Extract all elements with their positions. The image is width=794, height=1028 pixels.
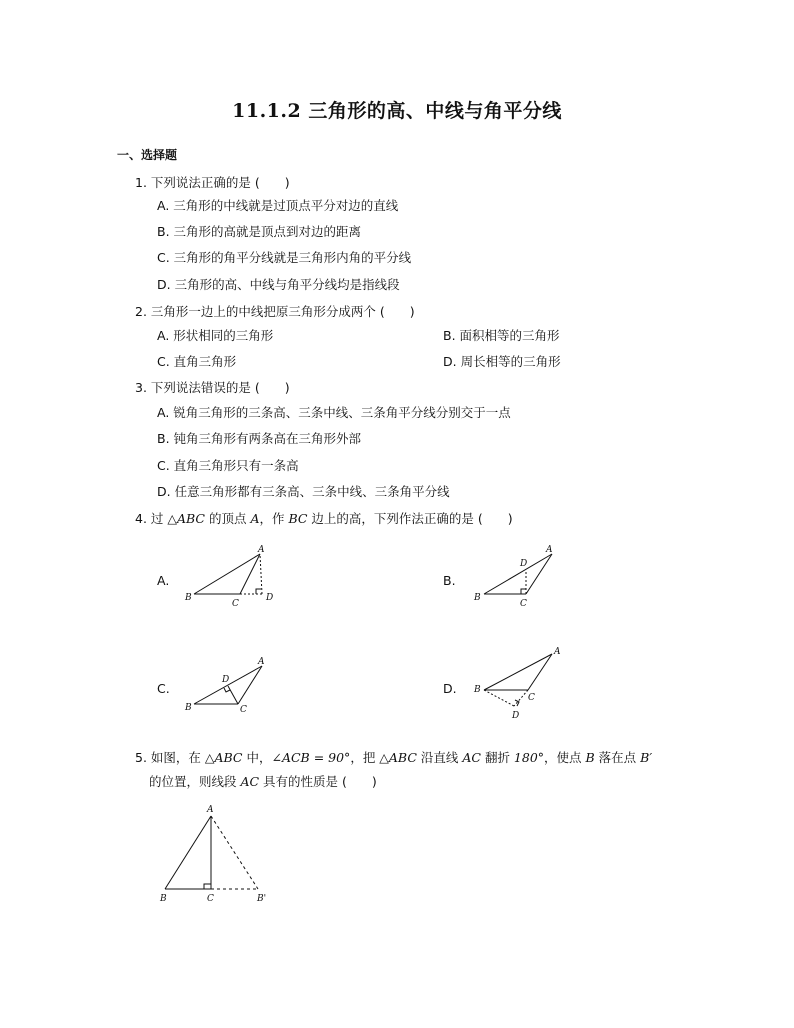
question-1-stem: 1. 下列说法正确的是 ( )	[135, 175, 290, 190]
q3-option-c[interactable]: C. 直角三角形只有一条高	[157, 458, 299, 473]
q4-figure-c[interactable]	[178, 650, 288, 722]
point-a-label: A	[554, 647, 561, 657]
q5-figure	[155, 800, 280, 910]
point-b-label: B	[160, 894, 167, 904]
question-2-stem: 2. 三角形一边上的中线把原三角形分成两个 ( )	[135, 304, 415, 319]
q3-option-a[interactable]: A. 锐角三角形的三条高、三条中线、三条角平分线分别交于一点	[157, 405, 511, 420]
q2-option-d[interactable]: D. 周长相等的三角形	[443, 354, 561, 369]
q2-option-a[interactable]: A. 形状相同的三角形	[157, 328, 274, 343]
point-a-label: A	[546, 545, 553, 555]
q3-option-d[interactable]: D. 任意三角形都有三条高、三条中线、三条角平分线	[157, 484, 450, 499]
q4-figure-a[interactable]	[178, 540, 288, 612]
point-d-label: D	[222, 675, 230, 685]
point-c-label: C	[207, 894, 214, 904]
point-a-label: A	[207, 805, 214, 815]
question-5-stem-line1: 5. 如图，在 △ABC 中，∠ACB = 90°，把 △ABC 沿直线 AC 翻折 180°，使点 B 落在点 B′	[135, 750, 653, 765]
point-b-label: B	[474, 685, 481, 695]
point-a-label: A	[258, 657, 265, 667]
q4-option-c-label[interactable]: C.	[157, 681, 170, 696]
point-d-label: D	[266, 593, 274, 603]
q1-option-b[interactable]: B. 三角形的高就是顶点到对边的距离	[157, 224, 362, 239]
q1-option-a[interactable]: A. 三角形的中线就是过顶点平分对边的直线	[157, 198, 399, 213]
q2-option-c[interactable]: C. 直角三角形	[157, 354, 237, 369]
point-c-label: C	[528, 693, 535, 703]
point-b-label: B	[185, 703, 192, 713]
point-b-label: B	[185, 593, 192, 603]
q2-option-b[interactable]: B. 面积相等的三角形	[443, 328, 560, 343]
section-heading: 一、选择题	[117, 148, 178, 162]
point-c-label: C	[232, 599, 239, 609]
point-b-label: B	[474, 593, 481, 603]
point-c-label: C	[520, 599, 527, 609]
question-5-stem-line2: 的位置，则线段 AC 具有的性质是 ( )	[149, 774, 377, 789]
point-a-label: A	[258, 545, 265, 555]
page-title: 11.1.2 三角形的高、中线与角平分线	[232, 100, 562, 122]
q4-option-d-label[interactable]: D.	[443, 681, 457, 696]
q3-option-b[interactable]: B. 钝角三角形有两条高在三角形外部	[157, 431, 362, 446]
point-d-label: D	[512, 711, 520, 721]
q1-option-c[interactable]: C. 三角形的角平分线就是三角形内角的平分线	[157, 250, 412, 265]
q4-figure-d[interactable]	[470, 640, 580, 722]
q4-option-b-label[interactable]: B.	[443, 573, 456, 588]
q4-option-a-label[interactable]: A.	[157, 573, 170, 588]
question-4-stem: 4. 过 △ABC 的顶点 A，作 BC 边上的高，下列作法正确的是 ( )	[135, 511, 513, 526]
point-d-label: D	[520, 559, 528, 569]
question-3-stem: 3. 下列说法错误的是 ( )	[135, 380, 290, 395]
q4-figure-b[interactable]	[470, 540, 570, 612]
point-b-prime-label: B'	[257, 894, 267, 904]
point-c-label: C	[240, 705, 247, 715]
q1-option-d[interactable]: D. 三角形的高、中线与角平分线均是指线段	[157, 277, 400, 292]
